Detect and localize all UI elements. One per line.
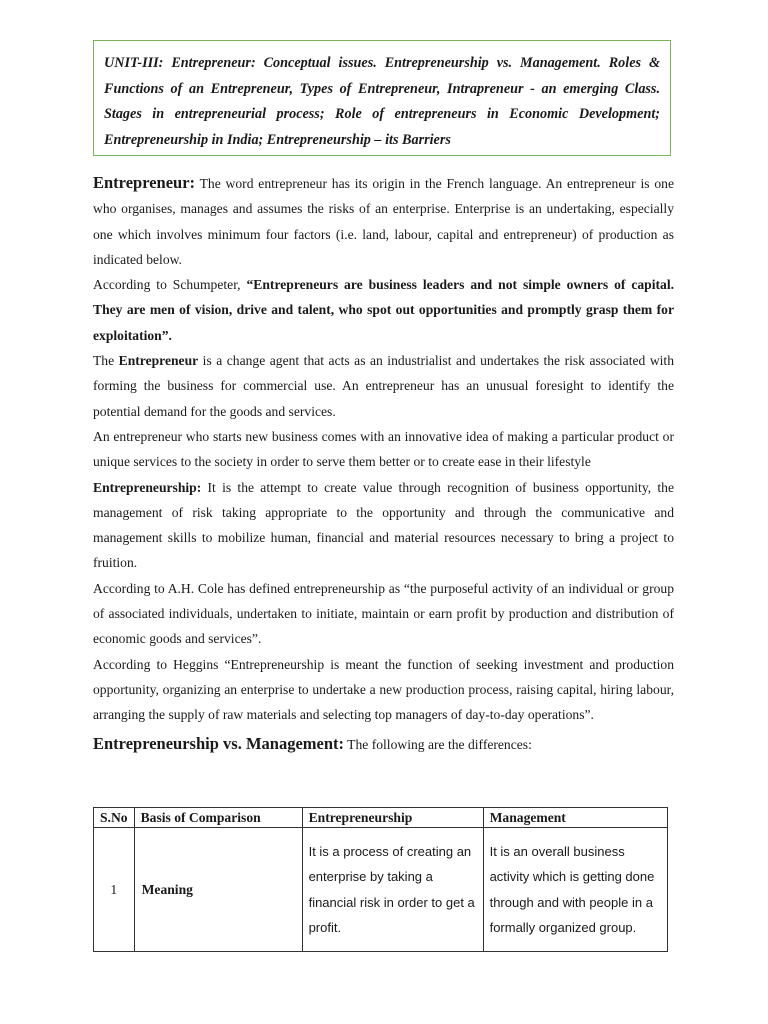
table-header-row bbox=[94, 808, 668, 828]
header-management: Management bbox=[483, 808, 667, 828]
vs-heading-paragraph bbox=[93, 731, 674, 757]
vs-heading: Entrepreneurship vs. Management: bbox=[93, 733, 345, 753]
cell-entrepreneurship: It is a process of creating an enterprise by taking a financial risk in order to get a profit. bbox=[302, 828, 483, 952]
table-row bbox=[94, 828, 668, 952]
schumpeter-paragraph bbox=[93, 272, 674, 348]
unit-header-text: UNIT-III: Entrepreneur: Conceptual issues. Entrepreneurship vs. Management. Roles & Functions of an Entrepreneur, Types of Entrepreneur, Intrapreneur - an emerging Class. Stages in entrepreneurial process; Role of entrepreneurs in Economic Development; Entrepreneurship in India; Entrepreneurship – its Barriers bbox=[104, 55, 660, 148]
change-agent-paragraph bbox=[93, 348, 674, 424]
header-entrepreneurship: Entrepreneurship bbox=[302, 808, 483, 828]
innovative-paragraph: An entrepreneur who starts new business comes with an innovative idea of making a particular product or unique services to the society in order to serve them better or to create ease in their lifestyle bbox=[93, 428, 674, 470]
comparison-table bbox=[93, 807, 668, 952]
change-agent-text: is a change agent that acts as an industrialist and undertakes the risk associated with forming the business for commercial use. An entrepreneur has an unusual foresight to identify the potential demand for the goods and services. bbox=[93, 353, 674, 419]
vs-intro: The following are the differences: bbox=[344, 736, 532, 752]
entrepreneur-paragraph bbox=[93, 170, 674, 272]
schumpeter-prefix: According to Schumpeter, bbox=[93, 277, 247, 293]
cell-basis: Meaning bbox=[134, 828, 302, 952]
header-basis: Basis of Comparison bbox=[134, 808, 302, 828]
entrepreneurship-term: Entrepreneurship: bbox=[93, 479, 202, 495]
unit-header-box bbox=[93, 40, 671, 156]
entrepreneurship-text: It is the attempt to create value through recognition of business opportunity, the management of risk taking appropriate to the opportunity and through the communicative and management skills to mobilize human, financial and material resources necessary to bring a project to fruition. bbox=[93, 479, 674, 571]
entrepreneur-term: Entrepreneur: bbox=[93, 173, 196, 192]
heggins-paragraph: According to Heggins “Entrepreneurship is meant the function of seeking investment and production opportunity, organizing an enterprise to undertake a new production process, raising capital, hiring labour, arranging the supply of raw materials and selecting top managers of day-to-day operations”. bbox=[93, 656, 674, 723]
change-agent-term: Entrepreneur bbox=[118, 353, 199, 369]
cole-paragraph: According to A.H. Cole has defined entrepreneurship as “the purposeful activity of an individual or group of associated individuals, undertaken to initiate, maintain or earn profit by production and distribution of economic goods and services”. bbox=[93, 580, 674, 647]
change-agent-prefix: The bbox=[93, 353, 119, 369]
cell-sno: 1 bbox=[94, 828, 135, 952]
entrepreneur-definition: The word entrepreneur has its origin in the French language. An entrepreneur is one who organises, manages and assumes the risks of an enterprise. Enterprise is an undertaking, especially one which involves minimum four factors (i.e. land, labour, capital and entrepreneur) of production as indicated below. bbox=[93, 176, 674, 267]
schumpeter-quote: “Entrepreneurs are business leaders and not simple owners of capital. They are men of vision, drive and talent, who spot out opportunities and promptly grasp them for exploitation”. bbox=[93, 277, 674, 343]
entrepreneurship-paragraph bbox=[93, 475, 674, 576]
cell-management: It is an overall business activity which is getting done through and with people in a formally organized group. bbox=[483, 828, 667, 952]
header-sno: S.No bbox=[94, 808, 135, 828]
document-body bbox=[93, 170, 674, 757]
